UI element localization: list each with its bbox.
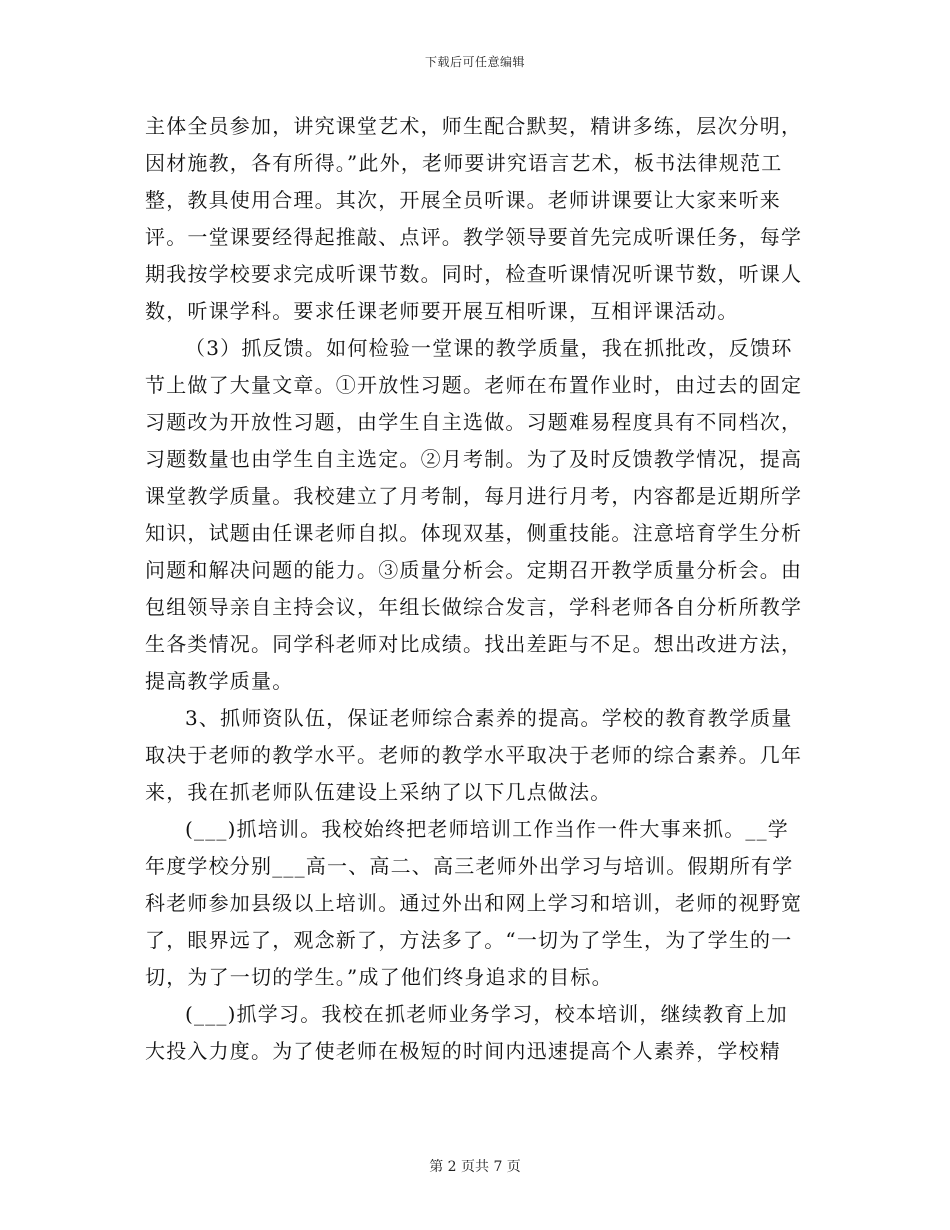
page-number: 第 2 页共 7 页 [429, 1159, 521, 1175]
paragraph-4: (___)抓培训。我校始终把老师培训工作当作一件大事来抓。__学年度学校分别___高一、高二、高三老师外出学习与培训。假期所有学科老师参加县级以上培训。通过外出和网上学习和培训，老师的视野宽了，眼界远了，观念新了，方法多了。“一切为了学生，为了学生的一切，为了一切的学生。”成了他们终身追求的目标。 [145, 817, 803, 989]
paragraph-3: 3、抓师资队伍，保证老师综合素养的提高。学校的教育教学质量取决于老师的教学水平。老师的教学水平取决于老师的综合素养。几年来，我在抓老师队伍建设上采纳了以下几点做法。 [145, 706, 803, 804]
paragraph-1: 主体全员参加，讲究课堂艺术，师生配合默契，精讲多练，层次分明，因材施教，各有所得。”此外，老师要讲究语言艺术，板书法律规范工整，教具使用合理。其次，开展全员听课。老师讲课要让大家来听来评。一堂课要经得起推敲、点评。教学领导要首先完成听课任务，每学期我按学校要求完成听课节数。同时，检查听课情况听课节数，听课人数，听课学科。要求任课老师要开展互相听课，互相评课活动。 [145, 114, 803, 323]
document-body [145, 108, 807, 1070]
paragraph-5: (___)抓学习。我校在抓老师业务学习，校本培训，继续教育上加大投入力度。为了使老师在极短的时间内迅速提高个人素养，学校精 [145, 1002, 788, 1063]
paragraph-2: （3）抓反馈。如何检验一堂课的教学质量，我在抓批改，反馈环节上做了大量文章。①开放性习题。老师在布置作业时，由过去的固定习题改为开放性习题，由学生自主选做。习题难易程度具有不同档次，习题数量也由学生自主选定。②月考制。为了及时反馈教学情况，提高课堂教学质量。我校建立了月考制，每月进行月考，内容都是近期所学知识，试题由任课老师自拟。体现双基，侧重技能。注意培育学生分析问题和解决问题的能力。③质量分析会。定期召开教学质量分析会。由包组领导亲自主持会议，年组长做综合发言，学科老师各自分析所教学生各类情况。同学科老师对比成绩。找出差距与不足。想出改进方法，提高教学质量。 [145, 336, 803, 693]
page-header: 下载后可任意编辑 [424, 55, 525, 69]
